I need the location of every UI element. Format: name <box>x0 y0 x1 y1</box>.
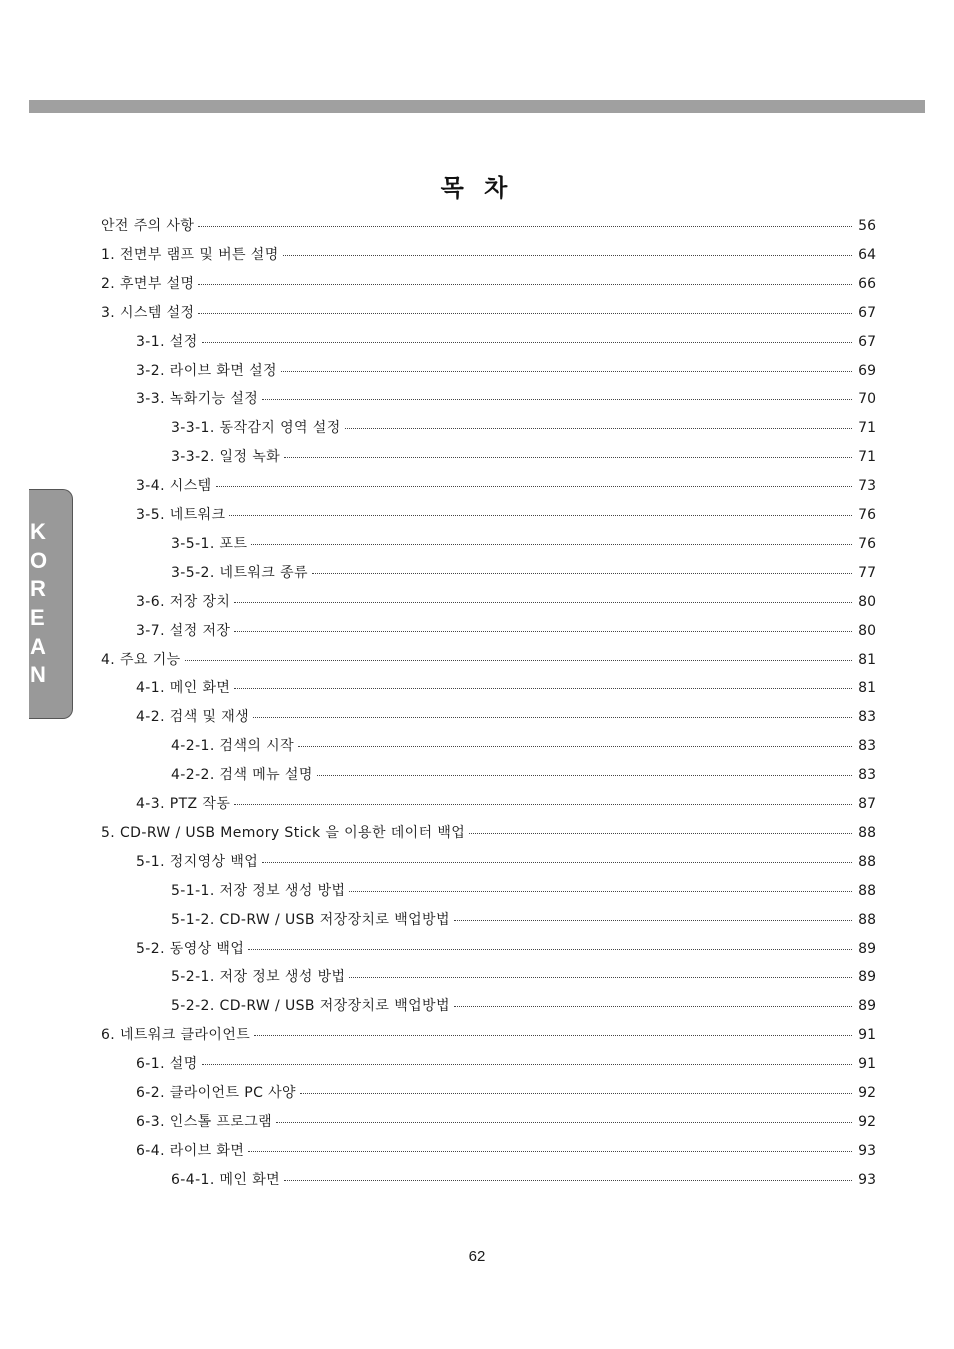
toc-dot-leader <box>198 312 852 314</box>
toc-entry-label: 4-2-2. 검색 메뉴 설명 <box>171 767 313 784</box>
toc-entry[interactable] <box>136 360 876 380</box>
toc-entry-page: 88 <box>858 824 876 841</box>
toc-entry-page: 80 <box>858 622 876 639</box>
toc-entry-label: 4-1. 메인 화면 <box>136 680 231 697</box>
toc-entry[interactable] <box>136 677 876 697</box>
toc-entry[interactable] <box>136 1053 876 1073</box>
toc-entry-page: 81 <box>858 680 876 697</box>
toc-entry-page: 91 <box>858 1056 876 1073</box>
toc-entry-page: 92 <box>858 1113 876 1130</box>
toc-entry[interactable] <box>136 475 876 495</box>
toc-entry[interactable] <box>101 215 876 235</box>
toc-entry-page: 69 <box>858 362 876 379</box>
toc-dot-leader <box>234 601 852 603</box>
toc-entry[interactable] <box>136 620 876 640</box>
toc-entry-page: 88 <box>858 911 876 928</box>
toc-entry[interactable] <box>136 331 876 351</box>
toc-entry-label: 6-3. 인스톨 프로그램 <box>136 1113 273 1130</box>
toc-dot-leader <box>276 1121 852 1123</box>
toc-entry-page: 89 <box>858 940 876 957</box>
toc-entry-page: 87 <box>858 796 876 812</box>
header-rule <box>29 100 925 113</box>
toc-entry[interactable] <box>171 533 876 553</box>
toc-entry-page: 71 <box>858 420 876 437</box>
toc-entry-page: 73 <box>858 478 876 495</box>
toc-dot-leader <box>262 861 852 863</box>
toc-entry-label: 4. 주요 기능 <box>101 651 181 668</box>
toc-entry-label: 4-3. PTZ 작동 <box>136 796 231 812</box>
toc-entry-page: 93 <box>858 1171 876 1188</box>
toc-entry-label: 3-2. 라이브 화면 설정 <box>136 362 277 379</box>
toc-dot-leader <box>298 745 852 747</box>
toc-entry[interactable] <box>101 649 876 669</box>
toc-dot-leader <box>345 427 852 429</box>
toc-dot-leader <box>454 1005 852 1007</box>
toc-entry[interactable] <box>136 1111 876 1131</box>
toc-entry[interactable] <box>101 1024 876 1044</box>
toc-entry-label: 4-2-1. 검색의 시작 <box>171 738 294 755</box>
toc-dot-leader <box>234 687 852 689</box>
toc-entry[interactable] <box>136 851 876 871</box>
toc-entry-label: 4-2. 검색 및 재생 <box>136 709 250 726</box>
toc-dot-leader <box>202 341 852 343</box>
toc-entry[interactable] <box>101 302 876 322</box>
toc-entry-label: 3-7. 설정 저장 <box>136 622 231 639</box>
toc-entry-label: 6-1. 설명 <box>136 1056 198 1073</box>
toc-entry-page: 80 <box>858 593 876 610</box>
side-tab-letter: O <box>30 547 48 573</box>
toc-entry-page: 66 <box>858 275 876 292</box>
side-tab-letter: K <box>30 518 46 544</box>
toc-dot-leader <box>251 543 852 545</box>
toc-entry[interactable] <box>136 591 876 611</box>
page-title: 목 차 <box>440 174 514 202</box>
toc-entry-label: 1. 전면부 램프 및 버튼 설명 <box>101 246 279 263</box>
toc-entry[interactable] <box>136 793 876 813</box>
toc-entry[interactable] <box>171 735 876 755</box>
toc-entry-label: 안전 주의 사항 <box>101 218 195 234</box>
toc-entry-label: 3-3. 녹화기능 설정 <box>136 391 259 408</box>
toc-dot-leader <box>454 919 852 921</box>
toc-entry[interactable] <box>171 995 876 1015</box>
toc-entry-page: 89 <box>858 998 876 1015</box>
toc-entry-label: 5-2-1. 저장 정보 생성 방법 <box>171 969 346 986</box>
toc-entry[interactable] <box>171 446 876 466</box>
toc-dot-leader <box>198 283 852 285</box>
toc-dot-leader <box>349 976 852 978</box>
toc-dot-leader <box>283 254 852 256</box>
toc-entry-label: 5-2-2. CD-RW / USB 저장장치로 백업방법 <box>171 998 450 1015</box>
toc-entry[interactable] <box>101 244 876 264</box>
toc-entry-page: 91 <box>858 1027 876 1044</box>
toc-dot-leader <box>281 370 852 372</box>
toc-entry[interactable] <box>171 417 876 437</box>
toc-entry-page: 77 <box>858 564 876 581</box>
toc-dot-leader <box>202 1063 852 1065</box>
toc-dot-leader <box>229 514 852 516</box>
toc-entry[interactable] <box>171 966 876 986</box>
toc-entry-page: 83 <box>858 767 876 784</box>
toc-dot-leader <box>234 630 852 632</box>
toc-dot-leader <box>300 1092 852 1094</box>
toc-entry[interactable] <box>171 880 876 900</box>
toc-entry-label: 5-1-2. CD-RW / USB 저장장치로 백업방법 <box>171 911 450 928</box>
toc-entry-label: 3-5-2. 네트워크 종류 <box>171 564 308 581</box>
toc-entry-page: 67 <box>858 333 876 350</box>
toc-dot-leader <box>262 398 852 400</box>
toc-entry-page: 70 <box>858 391 876 408</box>
side-tab-letter: E <box>30 605 45 630</box>
toc-entry-label: 3-3-1. 동작감지 영역 설정 <box>171 420 341 437</box>
side-tab-letter: A <box>30 633 46 659</box>
page-number: 62 <box>468 1248 486 1265</box>
toc-entry-page: 83 <box>858 709 876 726</box>
side-tab-letter: N <box>30 662 46 688</box>
toc-dot-leader <box>248 1150 852 1152</box>
side-tab-letter: R <box>30 576 46 602</box>
toc-entry[interactable] <box>136 504 876 524</box>
toc-entry[interactable] <box>136 1140 876 1160</box>
toc-entry[interactable] <box>136 1082 876 1102</box>
toc-entry-page: 56 <box>858 218 876 234</box>
toc-dot-leader <box>234 803 852 805</box>
toc-dot-leader <box>254 1034 852 1036</box>
toc-entry-page: 81 <box>858 651 876 668</box>
toc-entry-label: 3-5. 네트워크 <box>136 507 226 523</box>
toc-entry[interactable] <box>101 822 876 842</box>
toc-entry-page: 76 <box>858 507 876 523</box>
toc-entry[interactable] <box>136 938 876 958</box>
toc-entry-label: 6. 네트워크 클라이언트 <box>101 1027 251 1044</box>
toc-entry-page: 93 <box>858 1142 876 1159</box>
toc-dot-leader <box>317 774 852 776</box>
toc-entry-label: 6-4-1. 메인 화면 <box>171 1171 281 1188</box>
toc-entry[interactable] <box>171 1169 876 1189</box>
toc-dot-leader <box>216 485 852 487</box>
toc-entry-label: 5-1-1. 저장 정보 생성 방법 <box>171 882 346 899</box>
toc-entry-label: 6-2. 클라이언트 PC 사양 <box>136 1085 296 1101</box>
toc-entry-label: 5-1. 정지영상 백업 <box>136 853 259 870</box>
toc-entry-label: 3-5-1. 포트 <box>171 535 248 552</box>
toc-entry-label: 2. 후면부 설명 <box>101 275 195 292</box>
toc-entry-page: 89 <box>858 969 876 986</box>
toc-entry[interactable] <box>101 273 876 293</box>
toc-entry[interactable] <box>136 388 876 408</box>
toc-entry-label: 3-6. 저장 장치 <box>136 593 231 610</box>
toc-entry-label: 6-4. 라이브 화면 <box>136 1142 245 1159</box>
toc-dot-leader <box>284 1179 852 1181</box>
toc-dot-leader <box>349 890 852 892</box>
toc-entry-label: 5. CD-RW / USB Memory Stick 을 이용한 데이터 백업 <box>101 824 466 841</box>
toc-entry[interactable] <box>171 764 876 784</box>
language-side-tab <box>29 489 73 719</box>
toc-entry[interactable] <box>136 706 876 726</box>
toc-dot-leader <box>469 832 852 834</box>
toc-entry-label: 5-2. 동영상 백업 <box>136 940 245 957</box>
toc-entry[interactable] <box>171 562 876 582</box>
toc-dot-leader <box>253 716 852 718</box>
toc-dot-leader <box>198 225 852 227</box>
toc-entry-page: 71 <box>858 449 876 466</box>
toc-entry-page: 92 <box>858 1085 876 1101</box>
toc-entry-label: 3-1. 설정 <box>136 333 198 350</box>
toc-entry-label: 3. 시스템 설정 <box>101 304 195 321</box>
toc-dot-leader <box>312 572 852 574</box>
toc-entry-page: 64 <box>858 246 876 263</box>
toc-entry-page: 88 <box>858 882 876 899</box>
toc-entry-page: 67 <box>858 304 876 321</box>
toc-entry-label: 3-4. 시스템 <box>136 478 212 495</box>
toc-entry-page: 76 <box>858 535 876 552</box>
toc-entry-page: 83 <box>858 738 876 755</box>
toc-dot-leader <box>284 456 852 458</box>
toc-dot-leader <box>248 948 852 950</box>
toc-dot-leader <box>185 659 852 661</box>
toc-entry-label: 3-3-2. 일정 녹화 <box>171 449 281 466</box>
toc-entry-page: 88 <box>858 853 876 870</box>
toc-entry[interactable] <box>171 909 876 929</box>
